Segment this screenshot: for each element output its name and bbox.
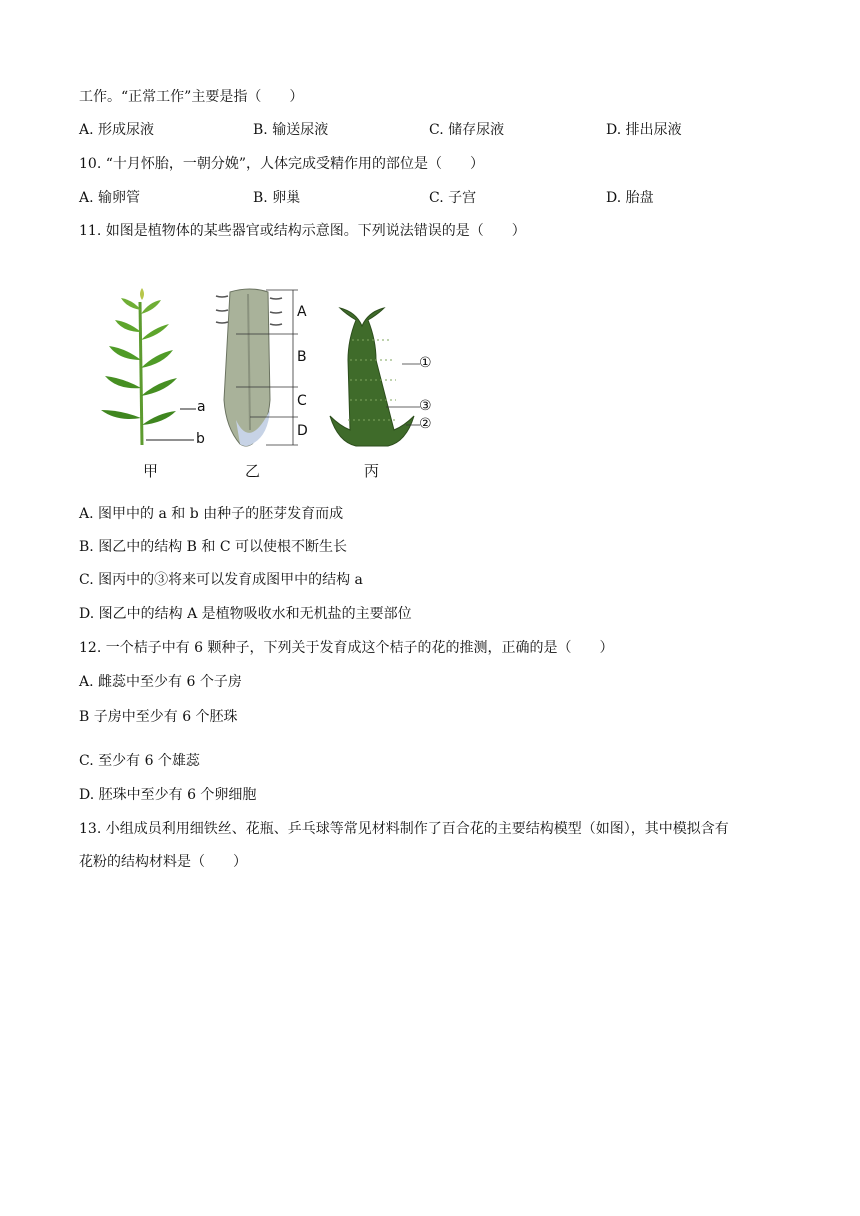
- q13-stem-line1: 13. 小组成员利用细铁丝、花瓶、乒乓球等常见材料制作了百合花的主要结构模型（如图），其中模拟含有: [79, 821, 729, 837]
- q12-option-d: D. 胚珠中至少有 6 个卵细胞: [79, 787, 257, 803]
- zone-label-b: B: [297, 349, 307, 365]
- q9-option-b: B. 输送尿液: [253, 122, 329, 138]
- q9-options: [79, 120, 779, 140]
- caption-jia: 甲: [143, 462, 159, 480]
- label-a: a: [197, 399, 206, 415]
- q11-option-a: A. 图甲中的 a 和 b 由种子的胚芽发育而成: [79, 506, 344, 522]
- q10-option-a: A. 输卵管: [79, 190, 141, 206]
- q11-option-c: C. 图丙中的③将来可以发育成图甲中的结构 a: [79, 572, 363, 588]
- label-b: b: [196, 431, 205, 447]
- q10-option-d: D. 胎盘: [606, 190, 654, 206]
- q10-option-b: B. 卵巢: [253, 190, 301, 206]
- zone-label-d: D: [297, 423, 308, 439]
- q10-option-c: C. 子宫: [429, 190, 477, 206]
- caption-yi: 乙: [245, 462, 261, 480]
- q9-option-c: C. 储存尿液: [429, 122, 505, 138]
- q11-option-d: D. 图乙中的结构 A 是植物吸收水和无机盐的主要部位: [79, 606, 412, 622]
- bud-label-1: ①: [419, 355, 432, 371]
- bud-label-2: ②: [419, 416, 432, 432]
- plant-structures-figure: [90, 280, 450, 485]
- caption-bing: 丙: [364, 462, 380, 480]
- corn-plant-drawing: [101, 288, 196, 445]
- bud-drawing: [330, 308, 420, 446]
- q9-option-d: D. 排出尿液: [606, 122, 682, 138]
- q10-stem: 10. “十月怀胎，一朝分娩”，人体完成受精作用的部位是（ ）: [79, 156, 485, 172]
- q12-option-b: B 子房中至少有 6 个胚珠: [79, 709, 238, 725]
- q11-option-b: B. 图乙中的结构 B 和 C 可以使根不断生长: [79, 539, 347, 555]
- q11-stem: 11. 如图是植物体的某些器官或结构示意图。下列说法错误的是（ ）: [79, 223, 526, 239]
- q12-stem: 12. 一个桔子中有 6 颗种子，下列关于发育成这个桔子的花的推测，正确的是（ ）: [79, 640, 614, 656]
- zone-label-c: C: [297, 393, 307, 409]
- q9-tail: 工作。“正常工作”主要是指（ ）: [79, 89, 304, 105]
- q12-option-a: A. 雌蕊中至少有 6 个子房: [79, 674, 242, 690]
- q12-option-c: C. 至少有 6 个雄蕊: [79, 753, 200, 769]
- q13-stem-line2: 花粉的结构材料是（ ）: [79, 854, 247, 870]
- q9-option-a: A. 形成尿液: [79, 122, 155, 138]
- figure-drawing: [90, 280, 450, 485]
- q10-options: [79, 188, 779, 208]
- bud-label-3: ③: [419, 398, 432, 414]
- zone-label-a: A: [297, 304, 307, 320]
- root-tip-drawing: [216, 289, 298, 446]
